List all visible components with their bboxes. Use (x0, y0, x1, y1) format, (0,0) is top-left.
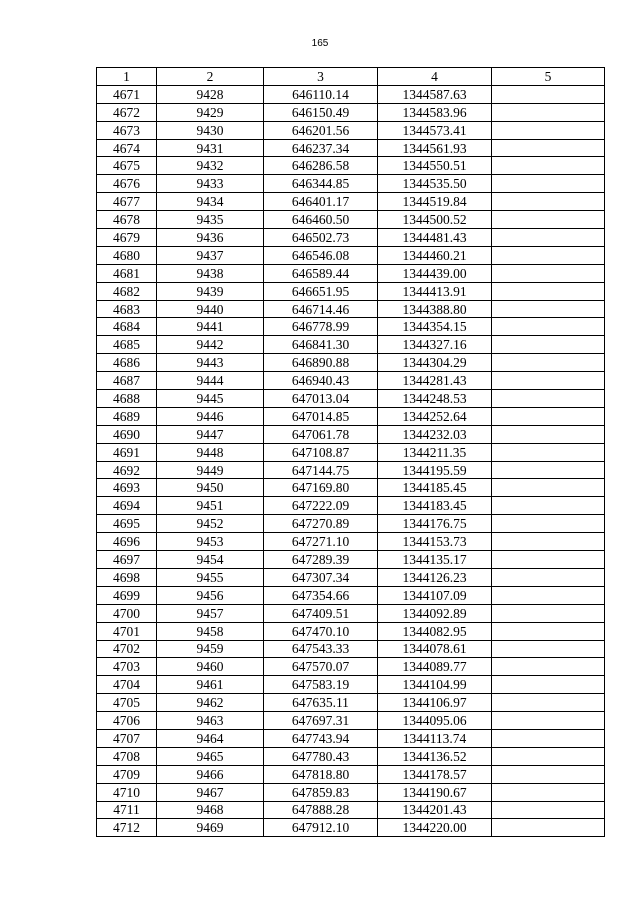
table-cell-col-3: 647222.09 (264, 497, 378, 515)
table-cell-col-5 (492, 729, 605, 747)
table-row (97, 425, 605, 443)
table-row (97, 568, 605, 586)
table-row (97, 694, 605, 712)
table-cell-col-2: 9428 (157, 85, 264, 103)
table-cell-col-5 (492, 336, 605, 354)
table-row (97, 372, 605, 390)
table-cell-col-3: 647543.33 (264, 640, 378, 658)
table-cell-col-2: 9444 (157, 372, 264, 390)
table-row (97, 157, 605, 175)
table-cell-col-4: 1344388.80 (378, 300, 492, 318)
table-cell-col-3: 647013.04 (264, 390, 378, 408)
table-cell-col-1: 4693 (97, 479, 157, 497)
table-cell-col-3: 646651.95 (264, 282, 378, 300)
table-cell-col-1: 4712 (97, 819, 157, 837)
table-cell-col-2: 9458 (157, 622, 264, 640)
table-cell-col-4: 1344211.35 (378, 443, 492, 461)
table-cell-col-4: 1344232.03 (378, 425, 492, 443)
table-row (97, 354, 605, 372)
table-cell-col-5 (492, 640, 605, 658)
table-cell-col-1: 4708 (97, 747, 157, 765)
table-cell-col-2: 9453 (157, 533, 264, 551)
table-cell-col-3: 647570.07 (264, 658, 378, 676)
table-cell-col-1: 4675 (97, 157, 157, 175)
table-row (97, 551, 605, 569)
table-cell-col-1: 4703 (97, 658, 157, 676)
table-row (97, 497, 605, 515)
column-header-2: 2 (157, 68, 264, 86)
header-row (97, 68, 605, 86)
table-cell-col-2: 9446 (157, 407, 264, 425)
table-row (97, 676, 605, 694)
table-cell-col-4: 1344126.23 (378, 568, 492, 586)
table-cell-col-2: 9469 (157, 819, 264, 837)
table-cell-col-2: 9459 (157, 640, 264, 658)
table-cell-col-5 (492, 175, 605, 193)
table-cell-col-4: 1344354.15 (378, 318, 492, 336)
table-cell-col-5 (492, 801, 605, 819)
table-cell-col-2: 9454 (157, 551, 264, 569)
table-cell-col-3: 646150.49 (264, 103, 378, 121)
table-cell-col-4: 1344413.91 (378, 282, 492, 300)
table-cell-col-3: 646589.44 (264, 264, 378, 282)
table-cell-col-4: 1344550.51 (378, 157, 492, 175)
table-cell-col-5 (492, 318, 605, 336)
table-cell-col-2: 9433 (157, 175, 264, 193)
table-cell-col-4: 1344327.16 (378, 336, 492, 354)
table-cell-col-5 (492, 211, 605, 229)
table-cell-col-1: 4674 (97, 139, 157, 157)
table-cell-col-2: 9447 (157, 425, 264, 443)
table-cell-col-4: 1344201.43 (378, 801, 492, 819)
table-row (97, 640, 605, 658)
table-cell-col-2: 9451 (157, 497, 264, 515)
table-cell-col-1: 4695 (97, 515, 157, 533)
table-cell-col-3: 647271.10 (264, 533, 378, 551)
table-cell-col-5 (492, 586, 605, 604)
column-header-1: 1 (97, 68, 157, 86)
table-cell-col-4: 1344092.89 (378, 604, 492, 622)
table-cell-col-2: 9457 (157, 604, 264, 622)
table-cell-col-5 (492, 354, 605, 372)
table-cell-col-4: 1344460.21 (378, 246, 492, 264)
table-row (97, 246, 605, 264)
table-cell-col-4: 1344220.00 (378, 819, 492, 837)
table-cell-col-3: 647583.19 (264, 676, 378, 694)
table-cell-col-2: 9467 (157, 783, 264, 801)
table-cell-col-2: 9434 (157, 193, 264, 211)
table-cell-col-4: 1344113.74 (378, 729, 492, 747)
table-row (97, 747, 605, 765)
table-cell-col-5 (492, 390, 605, 408)
table-cell-col-1: 4679 (97, 229, 157, 247)
table-cell-col-4: 1344190.67 (378, 783, 492, 801)
table-cell-col-3: 647888.28 (264, 801, 378, 819)
table-cell-col-1: 4702 (97, 640, 157, 658)
table-row (97, 604, 605, 622)
table-cell-col-3: 647697.31 (264, 712, 378, 730)
table-cell-col-2: 9456 (157, 586, 264, 604)
table-cell-col-3: 646401.17 (264, 193, 378, 211)
table-cell-col-4: 1344107.09 (378, 586, 492, 604)
table-cell-col-4: 1344176.75 (378, 515, 492, 533)
table-row (97, 622, 605, 640)
table-cell-col-4: 1344281.43 (378, 372, 492, 390)
table-cell-col-3: 646460.50 (264, 211, 378, 229)
table-cell-col-2: 9435 (157, 211, 264, 229)
table-header (97, 68, 605, 86)
table-cell-col-2: 9443 (157, 354, 264, 372)
table-cell-col-5 (492, 246, 605, 264)
table-cell-col-1: 4682 (97, 282, 157, 300)
table-cell-col-2: 9429 (157, 103, 264, 121)
table-row (97, 729, 605, 747)
table-cell-col-1: 4705 (97, 694, 157, 712)
table-cell-col-4: 1344135.17 (378, 551, 492, 569)
table-cell-col-2: 9450 (157, 479, 264, 497)
table-cell-col-2: 9466 (157, 765, 264, 783)
table-cell-col-4: 1344178.57 (378, 765, 492, 783)
table-cell-col-2: 9432 (157, 157, 264, 175)
table-cell-col-5 (492, 121, 605, 139)
table-cell-col-1: 4686 (97, 354, 157, 372)
table-cell-col-4: 1344185.45 (378, 479, 492, 497)
table-cell-col-1: 4681 (97, 264, 157, 282)
table-cell-col-3: 647108.87 (264, 443, 378, 461)
table-cell-col-5 (492, 551, 605, 569)
table-row (97, 229, 605, 247)
table-cell-col-3: 647307.34 (264, 568, 378, 586)
table-cell-col-1: 4697 (97, 551, 157, 569)
table-cell-col-2: 9439 (157, 282, 264, 300)
table-cell-col-1: 4709 (97, 765, 157, 783)
table-cell-col-3: 647818.80 (264, 765, 378, 783)
table-cell-col-5 (492, 783, 605, 801)
table-cell-col-1: 4671 (97, 85, 157, 103)
table-row (97, 336, 605, 354)
table-cell-col-5 (492, 568, 605, 586)
table-cell-col-1: 4700 (97, 604, 157, 622)
table-cell-col-5 (492, 712, 605, 730)
table-cell-col-2: 9436 (157, 229, 264, 247)
table-cell-col-5 (492, 658, 605, 676)
table-cell-col-3: 647470.10 (264, 622, 378, 640)
table-cell-col-1: 4706 (97, 712, 157, 730)
table-cell-col-5 (492, 461, 605, 479)
table-row (97, 658, 605, 676)
table-cell-col-4: 1344587.63 (378, 85, 492, 103)
table-cell-col-2: 9431 (157, 139, 264, 157)
table-row (97, 121, 605, 139)
table-row (97, 300, 605, 318)
table-cell-col-3: 647354.66 (264, 586, 378, 604)
page-number: 165 (311, 38, 329, 49)
table-cell-col-5 (492, 604, 605, 622)
table-cell-col-2: 9437 (157, 246, 264, 264)
column-header-5: 5 (492, 68, 605, 86)
table-cell-col-3: 647635.11 (264, 694, 378, 712)
table-cell-col-5 (492, 765, 605, 783)
table-cell-col-4: 1344095.06 (378, 712, 492, 730)
table-cell-col-1: 4687 (97, 372, 157, 390)
table-cell-col-5 (492, 229, 605, 247)
table-row (97, 783, 605, 801)
table-cell-col-4: 1344500.52 (378, 211, 492, 229)
table-row (97, 515, 605, 533)
table-cell-col-2: 9468 (157, 801, 264, 819)
table-cell-col-3: 646714.46 (264, 300, 378, 318)
table-cell-col-2: 9452 (157, 515, 264, 533)
table-cell-col-1: 4690 (97, 425, 157, 443)
table-cell-col-1: 4698 (97, 568, 157, 586)
table-cell-col-5 (492, 193, 605, 211)
table-row (97, 139, 605, 157)
table-cell-col-1: 4710 (97, 783, 157, 801)
table-cell-col-1: 4688 (97, 390, 157, 408)
table-cell-col-5 (492, 103, 605, 121)
table-cell-col-4: 1344535.50 (378, 175, 492, 193)
table-cell-col-5 (492, 479, 605, 497)
table-cell-col-1: 4692 (97, 461, 157, 479)
column-header-4: 4 (378, 68, 492, 86)
table-cell-col-3: 647912.10 (264, 819, 378, 837)
table-row (97, 801, 605, 819)
table-cell-col-3: 646546.08 (264, 246, 378, 264)
table-cell-col-4: 1344481.43 (378, 229, 492, 247)
table-cell-col-4: 1344136.52 (378, 747, 492, 765)
coordinates-table (96, 67, 605, 837)
table-cell-col-4: 1344153.73 (378, 533, 492, 551)
table-cell-col-4: 1344519.84 (378, 193, 492, 211)
table-cell-col-3: 646344.85 (264, 175, 378, 193)
table-cell-col-4: 1344573.41 (378, 121, 492, 139)
table-row (97, 175, 605, 193)
table-cell-col-3: 646890.88 (264, 354, 378, 372)
table-cell-col-2: 9460 (157, 658, 264, 676)
table-cell-col-2: 9438 (157, 264, 264, 282)
table-cell-col-5 (492, 300, 605, 318)
table-cell-col-3: 647859.83 (264, 783, 378, 801)
table-cell-col-2: 9455 (157, 568, 264, 586)
table-cell-col-1: 4678 (97, 211, 157, 229)
table-cell-col-2: 9430 (157, 121, 264, 139)
table-cell-col-4: 1344583.96 (378, 103, 492, 121)
table-cell-col-2: 9464 (157, 729, 264, 747)
table-cell-col-3: 646778.99 (264, 318, 378, 336)
table-cell-col-4: 1344248.53 (378, 390, 492, 408)
table-body (97, 85, 605, 836)
table-cell-col-1: 4677 (97, 193, 157, 211)
table-cell-col-5 (492, 372, 605, 390)
table-cell-col-2: 9461 (157, 676, 264, 694)
table-cell-col-5 (492, 622, 605, 640)
table-cell-col-1: 4685 (97, 336, 157, 354)
table-row (97, 461, 605, 479)
table-cell-col-5 (492, 264, 605, 282)
table-cell-col-2: 9442 (157, 336, 264, 354)
table-cell-col-3: 646237.34 (264, 139, 378, 157)
table-cell-col-1: 4694 (97, 497, 157, 515)
table-cell-col-1: 4683 (97, 300, 157, 318)
table-cell-col-3: 646940.43 (264, 372, 378, 390)
table-row (97, 264, 605, 282)
table-cell-col-2: 9440 (157, 300, 264, 318)
table-cell-col-1: 4704 (97, 676, 157, 694)
table-cell-col-5 (492, 497, 605, 515)
table-cell-col-3: 647061.78 (264, 425, 378, 443)
table-cell-col-2: 9462 (157, 694, 264, 712)
table-cell-col-1: 4684 (97, 318, 157, 336)
table-row (97, 443, 605, 461)
table-cell-col-4: 1344304.29 (378, 354, 492, 372)
table-cell-col-4: 1344082.95 (378, 622, 492, 640)
table-cell-col-2: 9445 (157, 390, 264, 408)
table-cell-col-1: 4701 (97, 622, 157, 640)
table-cell-col-3: 646110.14 (264, 85, 378, 103)
table-cell-col-3: 646841.30 (264, 336, 378, 354)
table-cell-col-1: 4680 (97, 246, 157, 264)
table-cell-col-3: 647144.75 (264, 461, 378, 479)
table-cell-col-1: 4696 (97, 533, 157, 551)
table-row (97, 765, 605, 783)
table-row (97, 819, 605, 837)
table-cell-col-4: 1344183.45 (378, 497, 492, 515)
table-cell-col-5 (492, 407, 605, 425)
table-cell-col-5 (492, 85, 605, 103)
table-row (97, 193, 605, 211)
table-cell-col-5 (492, 139, 605, 157)
table-cell-col-4: 1344439.00 (378, 264, 492, 282)
table-cell-col-4: 1344078.61 (378, 640, 492, 658)
table-cell-col-4: 1344089.77 (378, 658, 492, 676)
table-cell-col-1: 4707 (97, 729, 157, 747)
table-cell-col-5 (492, 533, 605, 551)
table-cell-col-2: 9449 (157, 461, 264, 479)
table-cell-col-1: 4673 (97, 121, 157, 139)
table-cell-col-3: 647409.51 (264, 604, 378, 622)
table-row (97, 103, 605, 121)
table-row (97, 533, 605, 551)
table-row (97, 282, 605, 300)
table-cell-col-5 (492, 157, 605, 175)
table-cell-col-2: 9441 (157, 318, 264, 336)
table-cell-col-3: 647289.39 (264, 551, 378, 569)
table-cell-col-1: 4711 (97, 801, 157, 819)
table-cell-col-3: 647743.94 (264, 729, 378, 747)
table-cell-col-1: 4676 (97, 175, 157, 193)
table-cell-col-5 (492, 282, 605, 300)
table-cell-col-3: 647169.80 (264, 479, 378, 497)
table-cell-col-3: 646286.58 (264, 157, 378, 175)
table-cell-col-5 (492, 676, 605, 694)
table-cell-col-3: 647780.43 (264, 747, 378, 765)
table-cell-col-4: 1344561.93 (378, 139, 492, 157)
table-cell-col-5 (492, 819, 605, 837)
table-cell-col-4: 1344252.64 (378, 407, 492, 425)
table-cell-col-3: 647270.89 (264, 515, 378, 533)
table-row (97, 586, 605, 604)
table-row (97, 390, 605, 408)
table-cell-col-5 (492, 443, 605, 461)
table-cell-col-5 (492, 747, 605, 765)
column-header-3: 3 (264, 68, 378, 86)
table-cell-col-2: 9465 (157, 747, 264, 765)
table-cell-col-1: 4699 (97, 586, 157, 604)
table-row (97, 211, 605, 229)
table-cell-col-3: 646502.73 (264, 229, 378, 247)
table-cell-col-4: 1344104.99 (378, 676, 492, 694)
table-cell-col-5 (492, 515, 605, 533)
table-row (97, 318, 605, 336)
table-cell-col-1: 4672 (97, 103, 157, 121)
table-cell-col-2: 9448 (157, 443, 264, 461)
table-cell-col-3: 647014.85 (264, 407, 378, 425)
table-cell-col-5 (492, 425, 605, 443)
table-cell-col-1: 4689 (97, 407, 157, 425)
table-cell-col-5 (492, 694, 605, 712)
table-row (97, 85, 605, 103)
table-cell-col-4: 1344195.59 (378, 461, 492, 479)
table-cell-col-2: 9463 (157, 712, 264, 730)
table-cell-col-3: 646201.56 (264, 121, 378, 139)
table-cell-col-4: 1344106.97 (378, 694, 492, 712)
table-row (97, 407, 605, 425)
table-cell-col-1: 4691 (97, 443, 157, 461)
table-row (97, 479, 605, 497)
table-row (97, 712, 605, 730)
